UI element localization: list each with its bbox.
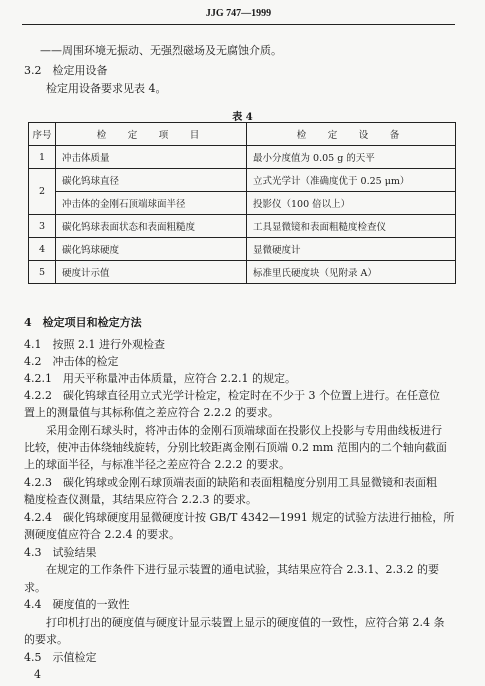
table-header-row bbox=[29, 123, 456, 146]
row-item: 碳化钨球表面状态和表面粗糙度 bbox=[56, 215, 247, 238]
paragraph-line: 求。 bbox=[24, 581, 46, 594]
section-4-2-3: 4.2.3 碳化钨球或金刚石球顶端表面的缺陷和表面粗糙度分别用工具显微镜和表面粗 bbox=[24, 476, 437, 489]
table-row bbox=[29, 261, 456, 284]
row-no: 3 bbox=[29, 215, 56, 238]
section-3-2-heading: 3.2 检定用设备 bbox=[24, 64, 108, 77]
table-row bbox=[29, 192, 456, 215]
row-equipment: 标准里氏硬度块（见附录 A） bbox=[247, 261, 456, 284]
section-4-2: 4.2 冲击体的检定 bbox=[24, 355, 119, 368]
row-item: 冲击体质量 bbox=[56, 146, 247, 169]
row-item: 碳化钨球硬度 bbox=[56, 238, 247, 261]
row-no: 2 bbox=[29, 169, 56, 215]
row-no: 4 bbox=[29, 238, 56, 261]
paragraph-line: 比较，使冲击体绕轴线旋转，分别比较距离金刚石顶端 0.2 mm 范围内的二个轴向截面 bbox=[24, 441, 447, 454]
paragraph-line: 的要求。 bbox=[24, 633, 68, 646]
section-4-3: 4.3 试验结果 bbox=[24, 546, 97, 559]
page-number: 4 bbox=[34, 668, 41, 681]
section-4-2-4: 4.2.4 碳化钨球硬度用显微硬度计按 GB/T 4342—1991 规定的试验方法进行抽检，所 bbox=[24, 511, 455, 524]
row-no: 1 bbox=[29, 146, 56, 169]
paragraph-line: 上的球面半径，与标准半径之差应符合 2.2.2 的要求。 bbox=[24, 458, 290, 471]
page-header: JJG 747—1999 bbox=[205, 8, 272, 19]
header-no: 序号 bbox=[29, 123, 56, 146]
row-equipment: 投影仪（100 倍以上） bbox=[247, 192, 456, 215]
row-no: 5 bbox=[29, 261, 56, 284]
paragraph-line: 置上的测量值与其标称值之差应符合 2.2.2 的要求。 bbox=[24, 406, 279, 419]
section-3-2-text: 检定用设备要求见表 4。 bbox=[46, 82, 167, 95]
section-4-2-2: 4.2.2 碳化钨球直径用立式光学计检定，检定时在不少于 3 个位置上进行。在任意位 bbox=[24, 389, 440, 402]
paragraph-line: 在规定的工作条件下进行显示装置的通电试验，其结果应符合 2.3.1、2.3.2 的要 bbox=[46, 563, 439, 576]
section-4-1: 4.1 按照 2.1 进行外观检查 bbox=[24, 338, 165, 351]
row-equipment: 显微硬度计 bbox=[247, 238, 456, 261]
env-requirement-line: ——周围环境无振动、无强烈磁场及无腐蚀介质。 bbox=[40, 44, 282, 57]
section-4-4: 4.4 硬度值的一致性 bbox=[24, 598, 130, 611]
section-4-5: 4.5 示值检定 bbox=[24, 651, 97, 664]
header-equipment: 检 定 设 备 bbox=[247, 123, 456, 146]
table-row bbox=[29, 215, 456, 238]
section-4-heading: 4 检定项目和检定方法 bbox=[24, 316, 142, 329]
paragraph-line: 打印机打出的硬度值与硬度计显示装置上显示的硬度值的一致性，应符合第 2.4 条 bbox=[46, 616, 445, 629]
table-row bbox=[29, 238, 456, 261]
row-equipment: 立式光学计（准确度优于 0.25 μm） bbox=[247, 169, 456, 192]
row-equipment: 工具显微镜和表面粗糙度检查仪 bbox=[247, 215, 456, 238]
row-item: 碳化钨球直径 bbox=[56, 169, 247, 192]
row-item: 硬度计示值 bbox=[56, 261, 247, 284]
table-row bbox=[29, 169, 456, 192]
header-item: 检 定 项 目 bbox=[56, 123, 247, 146]
paragraph-line: 测硬度值应符合 2.2.4 的要求。 bbox=[24, 528, 180, 541]
row-item: 冲击体的金刚石顶端球面半径 bbox=[56, 192, 247, 215]
header-rule bbox=[22, 24, 455, 25]
equipment-table bbox=[28, 122, 456, 284]
row-equipment: 最小分度值为 0.05 g 的天平 bbox=[247, 146, 456, 169]
table-caption: 表 4 bbox=[232, 112, 253, 123]
paragraph-line: 糙度检查仪测量，其结果应符合 2.2.3 的要求。 bbox=[24, 493, 257, 506]
section-4-2-1: 4.2.1 用天平称量冲击体质量，应符合 2.2.1 的规定。 bbox=[24, 372, 296, 385]
paragraph-line: 采用金刚石球头时，将冲击体的金刚石顶端球面在投影仪上投影与专用曲线板进行 bbox=[46, 424, 442, 437]
table-row bbox=[29, 146, 456, 169]
